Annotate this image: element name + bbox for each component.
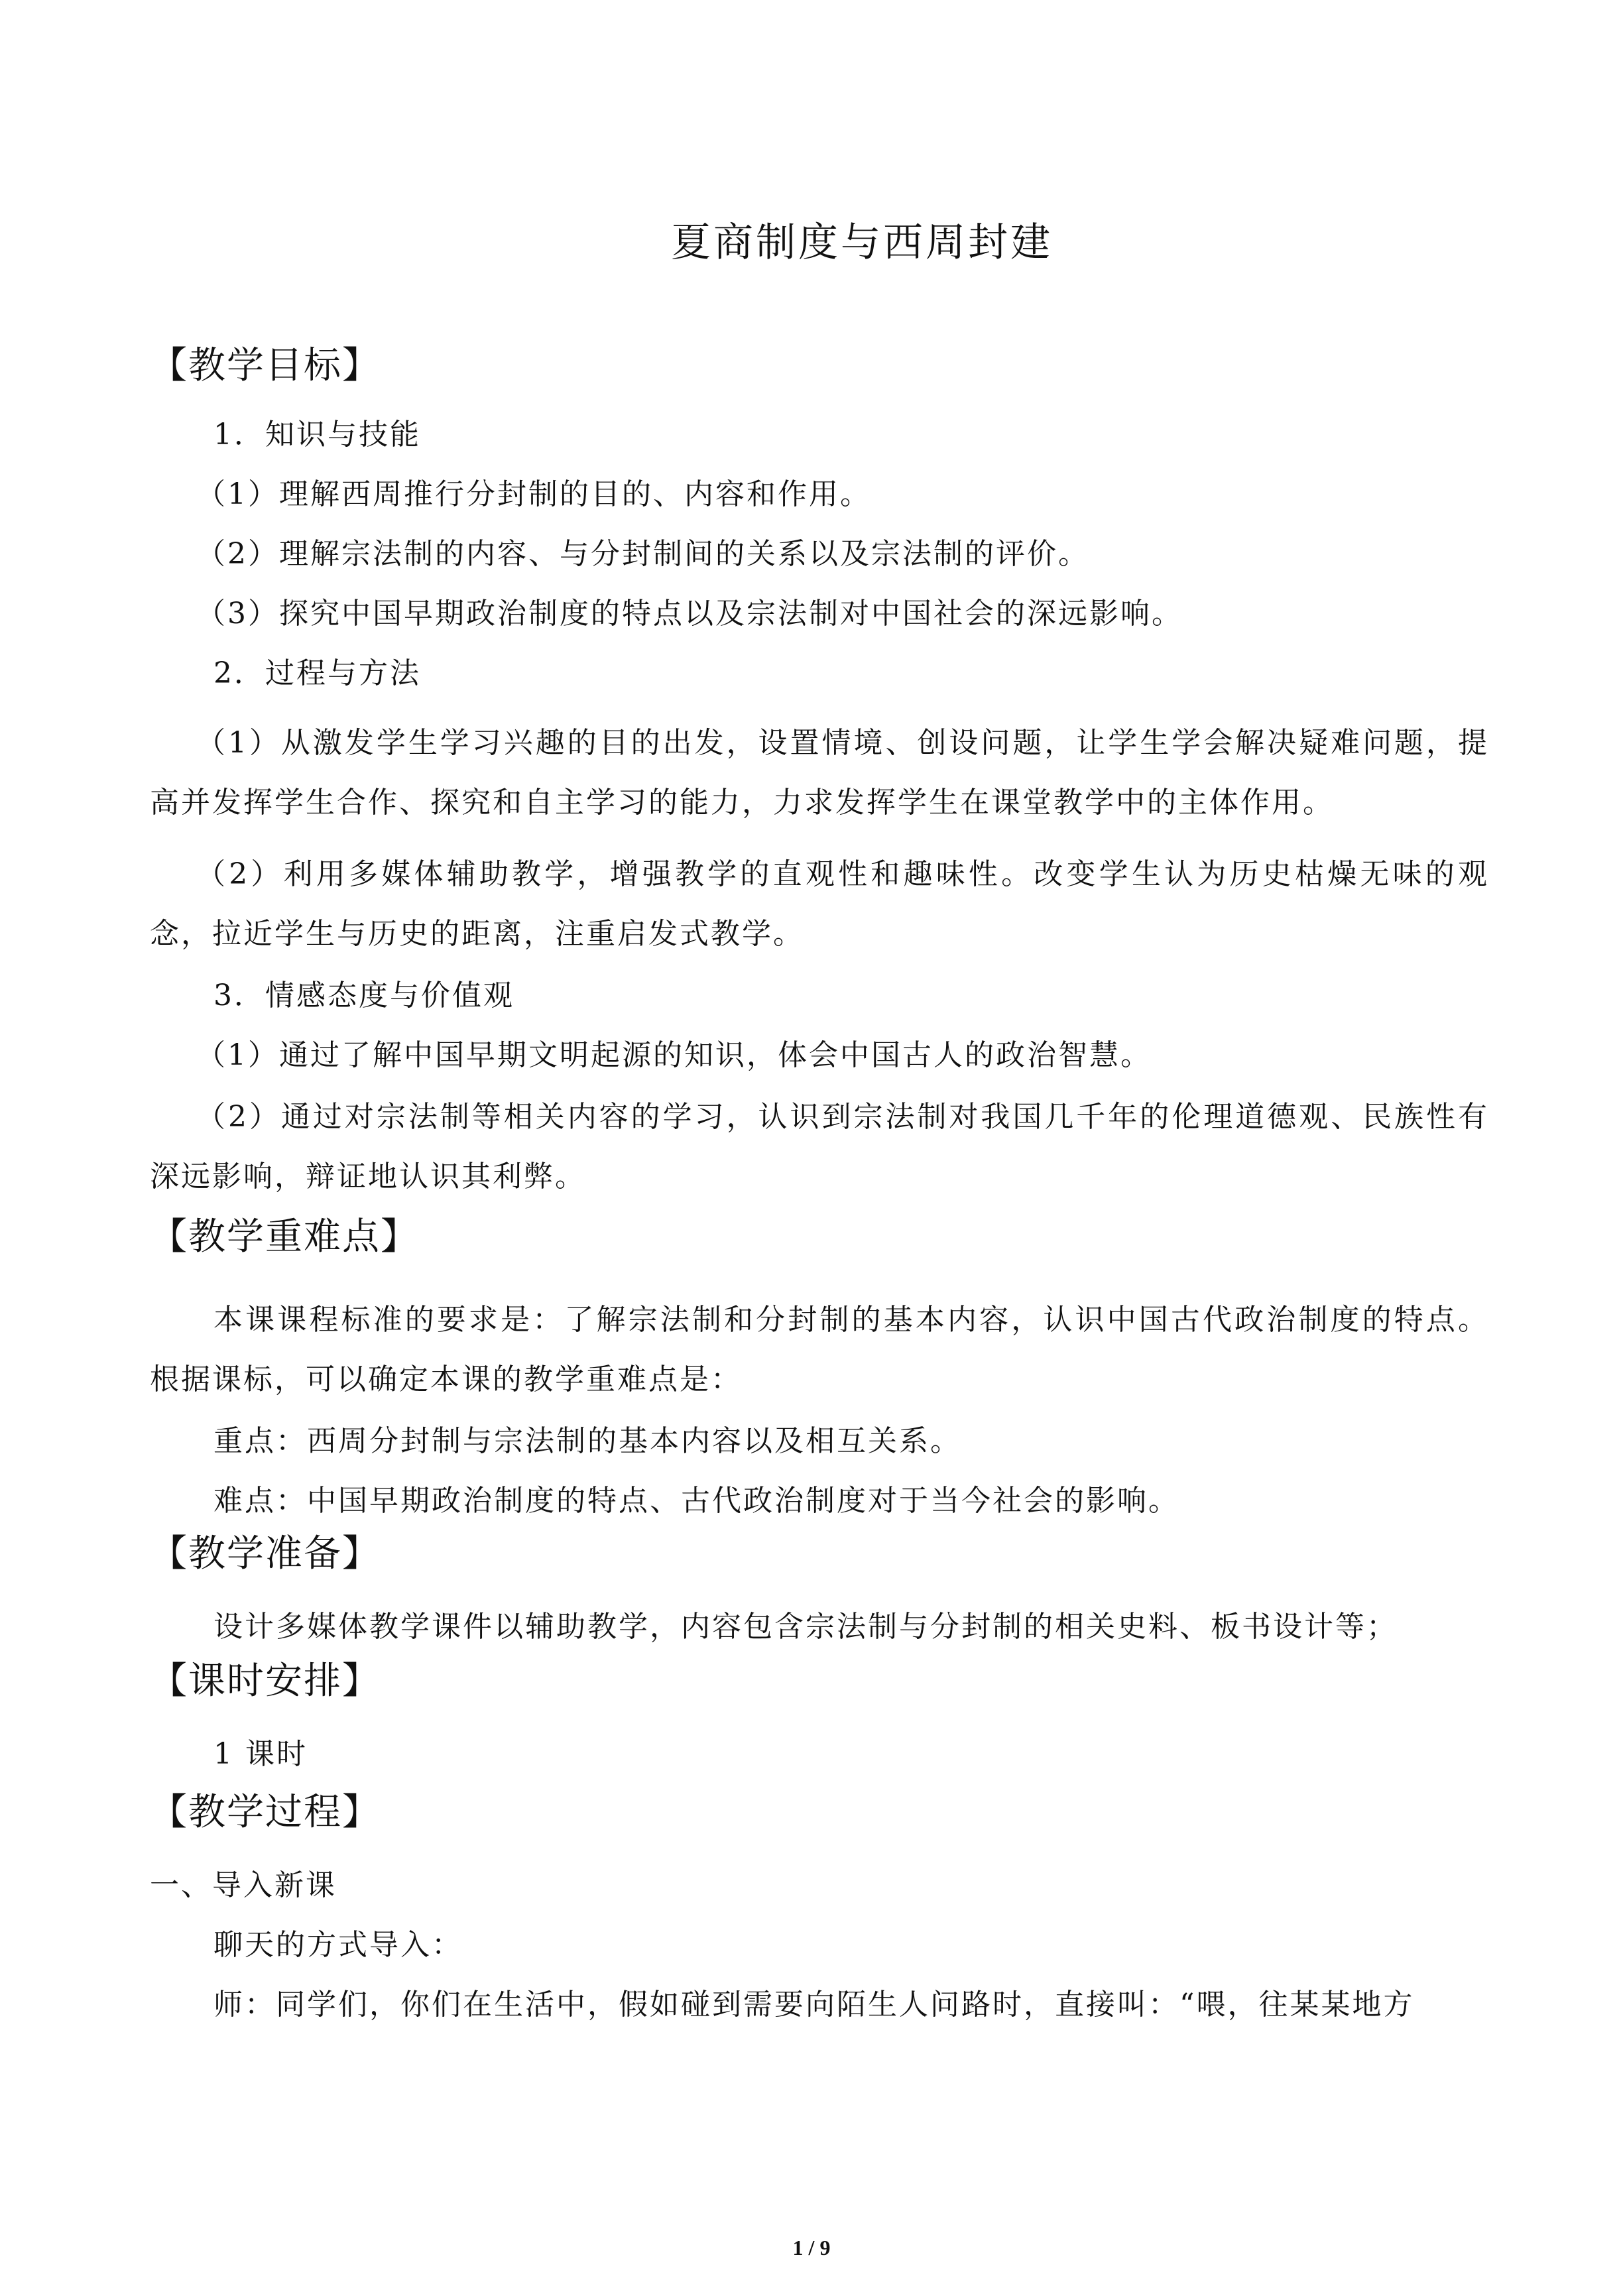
section-heading-objectives: 【教学目标】 [150, 344, 381, 387]
section-heading-keypoints: 【教学重难点】 [150, 1215, 419, 1258]
section-heading-preparation: 【教学准备】 [150, 1532, 381, 1575]
process-line-2: 师：同学们，你们在生活中，假如碰到需要向陌生人问路时，直接叫：“喂，往某某地方 [213, 1988, 1415, 2022]
section-keypoints [150, 1211, 1489, 1521]
process-line-1: 聊天的方式导入： [213, 1928, 463, 1962]
document-body [150, 332, 1489, 2025]
keypoints-intro: 本课课程标准的要求是：了解宗法制和分封制的基本内容，认识中国古代政治制度的特点。根据课标，可以确定本课的教学重难点是： [150, 1303, 1489, 1396]
section-process [150, 1786, 1489, 2025]
objective-knowledge-heading: 1．知识与技能 [213, 418, 421, 452]
section-preparation [150, 1528, 1489, 1647]
page-title: 夏商制度与西周封建 [671, 219, 1053, 266]
preparation-text: 设计多媒体教学课件以辅助教学，内容包含宗法制与分封制的相关史料、板书设计等； [213, 1610, 1398, 1644]
objective-process-item-2: （2）利用多媒体辅助教学，增强教学的直观性和趣味性。改变学生认为历史枯燥无味的观念，拉近学生与历史的距离，注重启发式教学。 [150, 857, 1489, 951]
objective-process-heading: 2．过程与方法 [213, 656, 421, 690]
section-heading-process: 【教学过程】 [150, 1791, 381, 1834]
objective-process-item-1: （1）从激发学生学习兴趣的目的出发，设置情境、创设问题，让学生学会解决疑难问题，提高并发挥学生合作、探究和自主学习的能力，力求发挥学生在课堂教学中的主体作用。 [150, 726, 1489, 819]
objective-emotion-item-1: （1）通过了解中国早期文明起源的知识，体会中国古人的政治智慧。 [196, 1038, 1152, 1072]
objective-emotion-item-2: （2）通过对宗法制等相关内容的学习，认识到宗法制对我国几千年的伦理道德观、民族性有深远影响，辩证地认识其利弊。 [150, 1100, 1489, 1193]
page-number: 1 / 9 [792, 2236, 831, 2260]
keypoints-key: 重点：西周分封制与宗法制的基本内容以及相互关系。 [213, 1424, 961, 1458]
section-objectives [150, 339, 1489, 1207]
process-step-1: 一、导入新课 [150, 1868, 337, 1902]
objective-knowledge-item-3: （3）探究中国早期政治制度的特点以及宗法制对中国社会的深远影响。 [196, 597, 1183, 631]
section-schedule [150, 1655, 1489, 1774]
keypoints-difficult: 难点：中国早期政治制度的特点、古代政治制度对于当今社会的影响。 [213, 1484, 1179, 1518]
schedule-text: 1 课时 [213, 1737, 308, 1771]
section-heading-schedule: 【课时安排】 [150, 1660, 381, 1703]
objective-knowledge-item-2: （2）理解宗法制的内容、与分封制间的关系以及宗法制的评价。 [196, 537, 1089, 571]
objective-emotion-heading: 3．情感态度与价值观 [213, 979, 514, 1012]
objective-knowledge-item-1: （1）理解西周推行分封制的目的、内容和作用。 [196, 477, 871, 511]
